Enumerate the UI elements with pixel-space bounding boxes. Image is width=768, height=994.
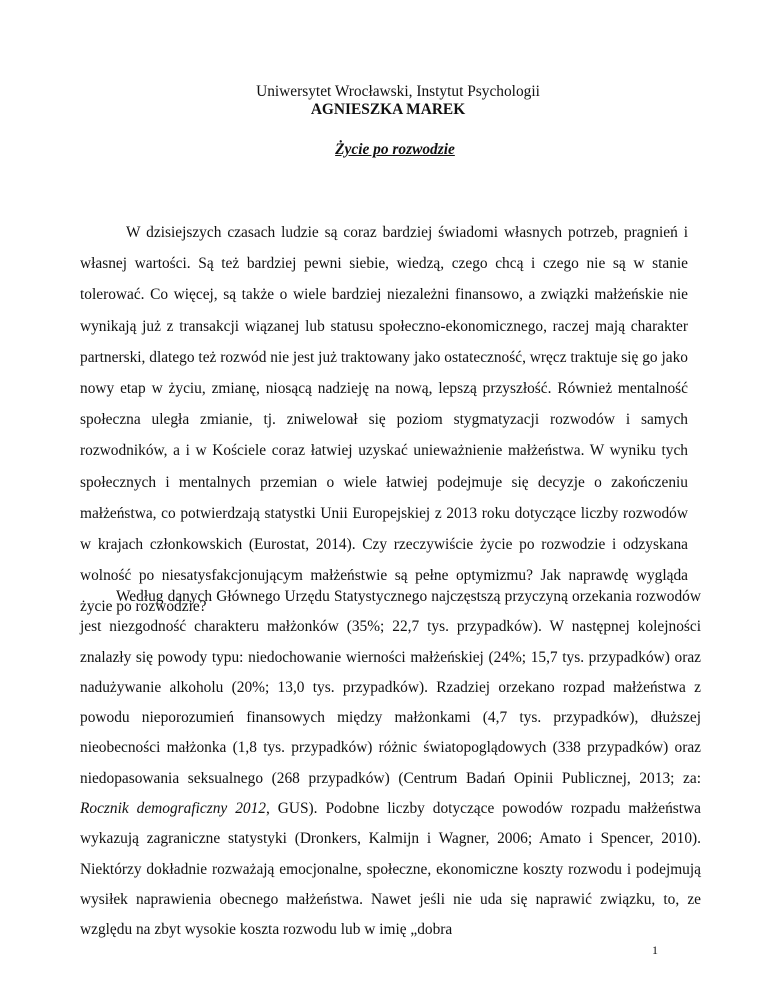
paragraph-1: W dzisiejszych czasach ludzie są coraz bardziej świadomi własnych potrzeb, pragnień i własnej wartości. Są też bardziej pewni siebie, wiedzą, czego chcą i czego nie są w stanie tolerować. Co więcej, są także o wiele bardziej niezależni finansowo, a związki małżeńskie nie wynikają już z transakcji wiązanej lub statusu społeczno-ekonomicznego, raczej mają charakter partnerski, dlatego też rozwód nie jest już traktowany jako ostateczność, wręcz traktuje się go jako nowy etap w życiu, zmianę, niosącą nadzieję na nową, lepszą przyszłość. Również mentalność społeczna uległa zmianie, tj. zniwelował się poziom stygmatyzacji rozwodów i samych rozwodników, a i w Kościele coraz łatwiej uzyskać unieważnienie małżeństwa. W wyniku tych społecznych i mentalnych przemian o wiele łatwiej podejmuje się decyzje o zakończeniu małżeństwa, co potwierdzają statystki Unii Europejskiej z 2013 roku dotyczące liczby rozwodów w krajach członkowskich (Eurostat, 2014). Czy rzeczywiście życie po rozwodzie i odzyskana wolność po niesatysfakcjonującym małżeństwie są pełne optymizmu? Jak naprawdę wygląda życie po rozwodzie? xyxy=(80,224,688,616)
document-title: Życie po rozwodzie xyxy=(335,141,455,158)
paragraph-2-text-a: Według danych Głównego Urzędu Statystycznego najczęstszą przyczyną orzekania rozwodów jest niezgodność charakteru małżonków (35%; 22,7 tys. przypadków). W następnej kolejności znalazły się powody typu: niedochowanie wierności małżeńskiej (24%; 15,7 tys. przypadków) oraz nadużywanie alkoholu (20%; 13,0 tys. przypadków). Rzadziej orzekano rozpad małżeństwa z powodu nieporozumień finansowych między małżonkami (4,7 tys. przypadków), dłuższej nieobecności małżonka (1,8 tys. przypadków) różnic światopoglądowych (338 przypadków) oraz niedopasowania seksualnego (268 przypadków) (Centrum Badań Opinii Publicznej, 2013; za: xyxy=(80,588,701,787)
author-name: AGNIESZKA MAREK xyxy=(310,101,466,118)
paragraph-2 xyxy=(80,582,701,946)
affiliation: Uniwersytet Wrocławski, Instytut Psychologii xyxy=(256,83,540,100)
page-number: 1 xyxy=(652,943,658,957)
document-header xyxy=(0,83,768,119)
paragraph-2-citation-title: Rocznik demograficzny 2012 xyxy=(80,800,266,818)
paragraph-2-text-b: , GUS). Podobne liczby dotyczące powodów rozpadu małżeństwa wykazują zagraniczne statystyki (Dronkers, Kalmijn i Wagner, 2006; Amato i Spencer, 2010). Niektórzy dokładnie rozważają emocjonalne, społeczne, ekonomiczne koszty rozwodu i podejmują wysiłek naprawienia obecnego małżeństwa. Nawet jeśli nie uda się naprawić związku, to, ze względu na zbyt wysokie koszta rozwodu lub w imię „dobra xyxy=(80,800,701,939)
